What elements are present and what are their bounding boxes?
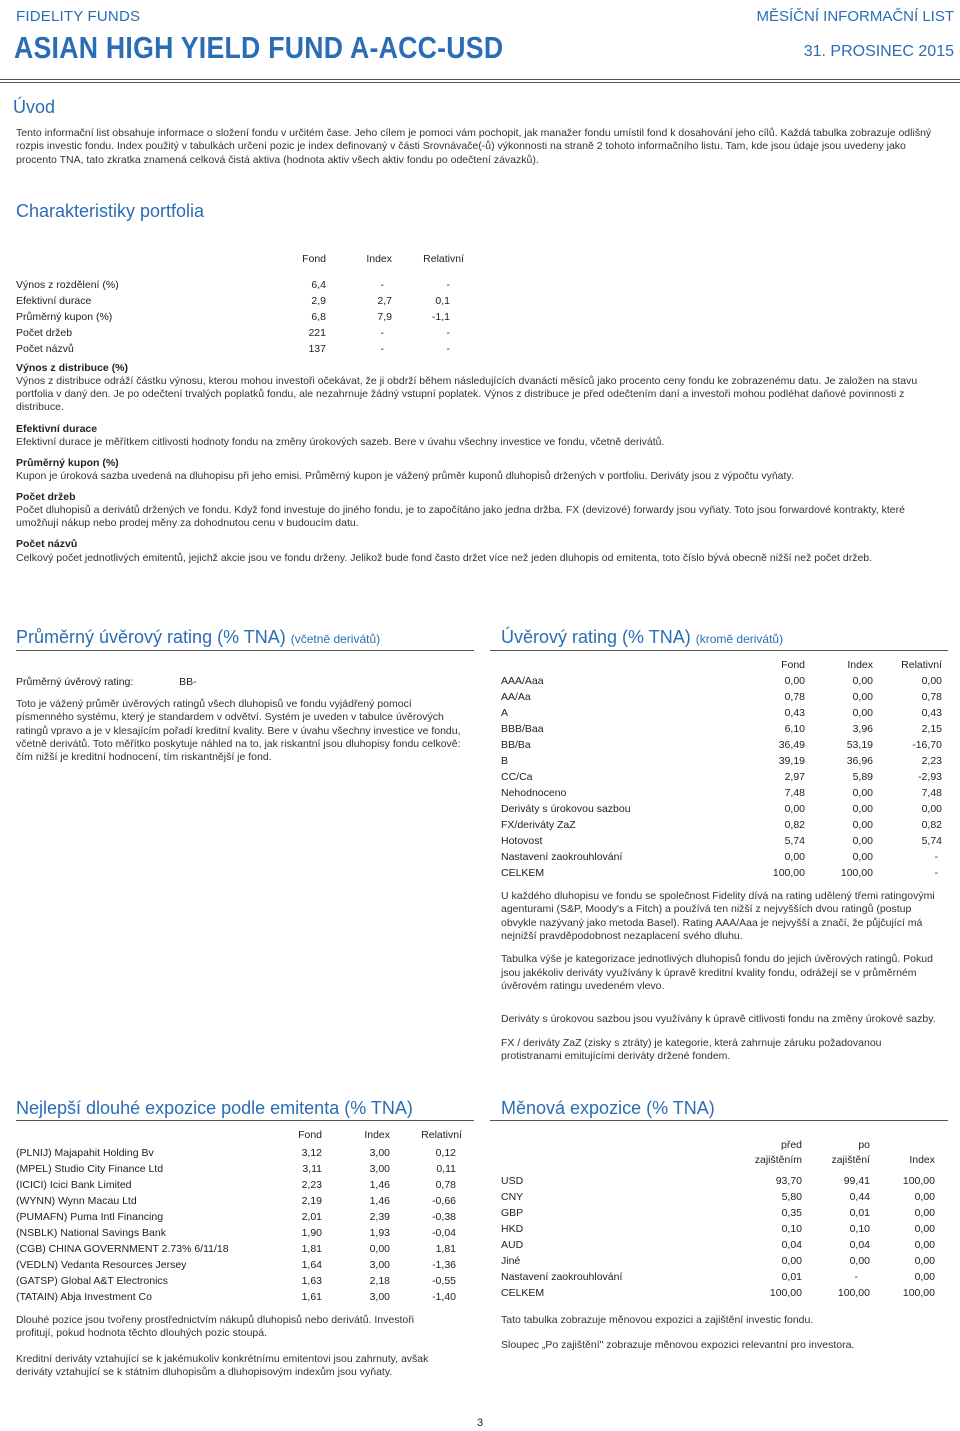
value-fond: 0,00: [784, 803, 805, 816]
note: FX / deriváty ZaZ (zisky s ztráty) je kategorie, která zahrnuje záruku požadovanou protistranami emitujícími deriváty držené fondem.: [501, 1036, 882, 1062]
value-fond: 2,97: [784, 771, 805, 784]
portfolio-title: Charakteristiky portfolia: [16, 201, 205, 221]
value-index: 0,00: [852, 675, 873, 688]
value-relative: 0,1: [435, 295, 450, 308]
row-label: (PLNIJ) Majapahit Holding Bv: [16, 1147, 154, 1160]
table-row: [501, 786, 942, 802]
value-relative: 7,48: [921, 787, 942, 800]
value-fond: 1,90: [301, 1227, 322, 1240]
row-label: FX/deriváty ZaZ: [501, 819, 576, 832]
row-label: (PUMAFN) Puma Intl Financing: [16, 1211, 164, 1224]
credit-rating-title: Úvěrový rating (% TNA) (kromě derivátů): [501, 627, 784, 647]
value-fond: 3,11: [302, 1163, 322, 1176]
row-label: A: [501, 707, 509, 720]
table-row: [501, 850, 942, 866]
value-relative: 0,12: [435, 1147, 456, 1160]
value-relative: -: [446, 327, 450, 340]
value-relative: 0,11: [436, 1163, 456, 1176]
definition-block: [16, 538, 946, 564]
row-label: (CGB) CHINA GOVERNMENT 2.73% 6/11/18: [16, 1243, 229, 1256]
value-index: 0,00: [852, 787, 873, 800]
table-row: [501, 1238, 935, 1254]
value-index: 0,00: [852, 835, 873, 848]
column-header-index: Index: [364, 1129, 390, 1142]
definition-block: [16, 423, 946, 449]
row-label: HKD: [501, 1223, 524, 1236]
value-after-hedge: 0,04: [849, 1239, 870, 1252]
table-row: [501, 834, 942, 850]
table-row: [501, 1206, 935, 1222]
value-after-hedge: 0,00: [849, 1255, 870, 1268]
value-fond: 7,48: [784, 787, 805, 800]
column-header-index: Index: [366, 252, 392, 265]
value-relative: -0,04: [432, 1227, 456, 1240]
fund-title: ASIAN HIGH YIELD FUND A-ACC-USD: [14, 30, 504, 65]
value-index: 0,00: [852, 691, 873, 704]
row-label: Nehodnoceno: [501, 787, 567, 800]
definition-text: Počet dluhopisů a derivátů držených ve fondu. Když fond investuje do jiného fondu, je to započítáno jako jedna držba. FX (devizové) forwardy jsou vyňaty. Toto jsou forwardové kontrakty, které umožňují nákup nebo prodej měny za dohodnutou cenu v budoucím datu.: [16, 504, 905, 530]
table-row: [16, 1258, 464, 1274]
column-header-fond: Fond: [781, 659, 805, 672]
table-row: [16, 342, 464, 358]
brand-name: FIDELITY FUNDS: [16, 8, 141, 25]
row-label: (NSBLK) National Savings Bank: [16, 1227, 166, 1240]
value-index: 3,00: [369, 1291, 390, 1304]
table-row: [501, 1174, 935, 1190]
table-row: [501, 690, 942, 706]
value-before-hedge: 100,00: [769, 1287, 802, 1300]
value-relative: 2,23: [921, 755, 942, 768]
column-header-relative: Relativní: [423, 252, 464, 265]
value-relative: 0,78: [435, 1179, 456, 1192]
value-index: 0,00: [914, 1239, 935, 1252]
note: U každého dluhopisu ve fondu se společnost Fidelity dívá na rating udělený třemi ratingovými agenturami (S&P, Moody's a Fitch) a používá ten nižší z nejvyšších dvou ratingů (postup obvykle nazývaný jako metoda Basel). Rating AAA/Aaa je nejvyšší a značí, že půjčující má nejnižší pravděpodobnost nezaplacení svého dluhu.: [501, 890, 935, 942]
value-relative: -: [446, 343, 450, 356]
currency-title: Měnová expozice (% TNA): [501, 1098, 715, 1118]
value-after-hedge: 0,01: [849, 1207, 870, 1220]
column-header-after-hedge-line1: po: [858, 1139, 870, 1152]
value-index: 0,00: [852, 707, 873, 720]
column-header-before-hedge-line2: zajištěním: [754, 1154, 802, 1166]
value-index: -: [380, 343, 384, 356]
table-row: [501, 738, 942, 754]
value-fond: 0,00: [784, 675, 805, 688]
definition-title: Efektivní durace: [16, 422, 98, 435]
column-header-index-line1: [870, 1138, 935, 1154]
value-after-hedge: 100,00: [837, 1287, 870, 1300]
page-number: 3: [476, 1417, 484, 1429]
value-after-hedge: 99,41: [843, 1175, 870, 1188]
value-index: 5,89: [852, 771, 873, 784]
avg-rating-text: Toto je vážený průměr úvěrových ratingů všech dluhopisů ve fondu vyjádřený pomocí písmenného systému, který je standardem v odvětví. Systém je uveden v tabulce úvěrových ratingů vpravo a je v klesajícím pořadí kreditní kvality. Bere v úvahu všechny investice ve fondu, včetně derivátů. Toto měřítko poskytuje náhled na to, jak riskantní jsou dluhopisy fondu celkově: čím nižší je kreditní hodnocení, tím riskantnější je fond.: [16, 698, 461, 764]
value-before-hedge: 0,01: [781, 1271, 802, 1284]
value-fond: 1,81: [301, 1243, 322, 1256]
value-fond: 3,12: [301, 1147, 322, 1160]
document-type: MĚSÍČNÍ INFORMAČNÍ LIST: [756, 8, 954, 25]
table-row: [16, 326, 464, 342]
value-relative: -16,70: [912, 739, 942, 752]
column-header-relative: Relativní: [421, 1129, 462, 1142]
total-row: [501, 866, 942, 882]
value-fond: 6,4: [311, 279, 326, 292]
table-row: [16, 1210, 464, 1226]
issuers-notes: [16, 1314, 446, 1379]
row-label: Průměrný kupon (%): [16, 311, 113, 324]
value-fond: 5,74: [784, 835, 805, 848]
value-before-hedge: 5,80: [781, 1191, 802, 1204]
value-relative: -0,66: [432, 1195, 456, 1208]
row-label: CELKEM: [501, 1287, 545, 1300]
column-header-index-line2: Index: [909, 1154, 935, 1166]
value-relative: 5,74: [921, 835, 942, 848]
column-header-index: Index: [847, 659, 873, 672]
row-label: AAA/Aaa: [501, 675, 544, 688]
value-before-hedge: 93,70: [775, 1175, 802, 1188]
column-header-fond: Fond: [298, 1129, 322, 1142]
value-index: 0,00: [914, 1207, 935, 1220]
table-row: [16, 1178, 464, 1194]
value-fond: 137: [308, 343, 326, 356]
value-before-hedge: 0,04: [781, 1239, 802, 1252]
definition-text: Efektivní durace je měřítkem citlivosti hodnoty fondu na změny úrokových sazeb. Bere v úvahu všechny investice ve fondu, včetně derivátů.: [16, 435, 665, 448]
column-header-fond: Fond: [302, 252, 326, 265]
value-index: 0,00: [914, 1271, 935, 1284]
value-fond: 0,82: [784, 819, 805, 832]
value-fond: 0,00: [784, 851, 805, 864]
value-fond: 2,01: [301, 1211, 322, 1224]
value-fond: 2,23: [301, 1179, 322, 1192]
definition-text: Kupon je úroková sazba uvedená na dluhopisu při jeho emisi. Průměrný kupon je vážený průměr kuponů dluhopisů držených v portfoliu. Deriváty jsou z výpočtu vyňaty.: [16, 469, 794, 482]
row-label: USD: [501, 1175, 524, 1188]
definition-block: [16, 362, 946, 415]
currency-rule: [490, 1120, 948, 1121]
note: Sloupec „Po zajištění" zobrazuje měnovou expozici relevantní pro investora.: [501, 1339, 855, 1352]
credit-rating-rule: [490, 650, 948, 651]
value-relative: -1,40: [432, 1291, 456, 1304]
row-label: Výnos z rozdělení (%): [16, 279, 119, 292]
currency-notes: [501, 1314, 941, 1353]
value-index: 2,18: [369, 1275, 390, 1288]
value-before-hedge: 0,00: [781, 1255, 802, 1268]
row-label: (ICICI) Icici Bank Limited: [16, 1179, 132, 1192]
value-relative: -0,38: [432, 1211, 456, 1224]
value-relative: -: [446, 279, 450, 292]
row-label: BB/Ba: [501, 739, 531, 752]
value-fond: 221: [308, 327, 326, 340]
table-row: [501, 754, 942, 770]
definition-text: Výnos z distribuce odráží částku výnosu, kterou mohou investoři očekávat, že ji obdrží během následujících dvanácti měsíců jako procento ceny fondu ke zobrazenému datu. Je založen na stavu portfolia v daný den. Je po odečtení trvalých poplatků fondu, ale nezahrnuje žádný vstupní poplatek. Výnos z distribuce je před odečtením daní a investoři mohou podléhat daňové povinnosti z distribuce.: [16, 375, 918, 414]
value-index: 7,9: [377, 311, 392, 324]
note: Kreditní deriváty vztahující se k jakémukoliv konkrétnímu emitentovi jsou zahrnuty, avšak deriváty vztahující se k státním dluhopisům a dluhopisovým indexům jsou vyňaty.: [16, 1352, 429, 1378]
value-index: 1,46: [369, 1195, 390, 1208]
value-index: -: [380, 327, 384, 340]
table-row: [16, 1242, 464, 1258]
total-row: [501, 1286, 935, 1302]
currency-table: [501, 1138, 935, 1302]
header-rule-top: [0, 79, 960, 80]
value-index: 1,93: [369, 1227, 390, 1240]
value-fond: 0,78: [784, 691, 805, 704]
value-index: 0,00: [852, 819, 873, 832]
avg-rating-label: Průměrný úvěrový rating:: [16, 676, 134, 688]
value-index: 2,39: [369, 1211, 390, 1224]
table-row: [16, 1290, 464, 1306]
issuers-rule: [16, 1120, 474, 1121]
avg-rating-title: Průměrný úvěrový rating (% TNA) (včetně derivátů): [16, 627, 381, 647]
table-row: [501, 706, 942, 722]
portfolio-definitions: [16, 362, 946, 565]
row-label: Hotovost: [501, 835, 543, 848]
issuers-title: Nejlepší dlouhé expozice podle emitenta (% TNA): [16, 1098, 413, 1118]
intro-text: Tento informační list obsahuje informace o složení fondu v určitém čase. Jeho cílem je pomoci vám pochopit, jak manažer fondu umístil fond k dosahování jeho cílů. Každá tabulka zobrazuje odlišný rozpis investic fondu. Index použitý v tabulkách určení pozic je index definovaný v části Srovnávače(-ů) výkonnosti na straně 2 tohoto informačního listu. Tam, kde jsou údaje jsou uvedeny jako procento TNA, tato zkratka znamená celková čistá aktiva (hodnota aktiv všech aktiv fondu po odečtení závazků).: [16, 127, 932, 166]
row-label: (WYNN) Wynn Macau Ltd: [16, 1195, 137, 1208]
definition-title: Průměrný kupon (%): [16, 456, 119, 469]
value-index: 2,7: [377, 295, 392, 308]
intro-title: Úvod: [13, 97, 56, 117]
row-label: Nastavení zaokrouhlování: [501, 851, 623, 864]
value-fond: 39,19: [778, 755, 805, 768]
value-relative: -2,93: [918, 771, 942, 784]
issuers-table: [16, 1126, 464, 1306]
table-row: [16, 310, 464, 326]
value-index: 53,19: [846, 739, 873, 752]
credit-rating-table: [501, 658, 942, 882]
note: Tato tabulka zobrazuje měnovou expozici a zajištění investic fondu.: [501, 1314, 814, 1326]
table-row: [501, 1270, 935, 1286]
table-row: [501, 818, 942, 834]
value-relative: 0,00: [921, 675, 942, 688]
table-row: [16, 278, 464, 294]
definition-title: Výnos z distribuce (%): [16, 362, 129, 374]
value-fond: 1,63: [301, 1275, 322, 1288]
value-before-hedge: 0,35: [781, 1207, 802, 1220]
table-row: [16, 294, 464, 310]
row-label: Efektivní durace: [16, 295, 92, 308]
table-row: [501, 1190, 935, 1206]
value-index: 0,00: [914, 1191, 935, 1204]
value-fond: 100,00: [772, 867, 805, 880]
value-index: 0,00: [914, 1223, 935, 1236]
table-row: [501, 770, 942, 786]
value-fond: 2,19: [301, 1195, 322, 1208]
value-after-hedge: 0,44: [849, 1191, 870, 1204]
avg-rating-rule: [16, 650, 474, 651]
note: Deriváty s úrokovou sazbou jsou využívány k úpravě citlivosti fondu na změny úrokové sazby.: [501, 1013, 936, 1026]
row-label: CC/Ca: [501, 771, 533, 784]
value-index: 100,00: [902, 1287, 935, 1300]
column-header-relative: Relativní: [901, 659, 942, 672]
row-label: (VEDLN) Vedanta Resources Jersey: [16, 1259, 187, 1272]
row-label: Počet držeb: [16, 327, 73, 340]
value-relative: 0,43: [921, 707, 942, 720]
value-fond: 2,9: [311, 295, 326, 308]
portfolio-table: [16, 249, 464, 358]
value-index: 3,00: [369, 1259, 390, 1272]
note: Tabulka výše je kategorizace jednotlivých dluhopisů fondu do jejich úvěrových ratingů. Pokud jsou jakékoliv deriváty využívány k úpravě kreditní kvality fondu, odrážejí se v průměrném úvěrovém ratingu uvedeném vlevo.: [501, 953, 933, 992]
row-label: Jiné: [501, 1255, 521, 1268]
row-label: BBB/Baa: [501, 723, 544, 736]
value-before-hedge: 0,10: [781, 1223, 802, 1236]
value-after-hedge: -: [854, 1271, 858, 1284]
value-relative: -0,55: [432, 1275, 456, 1288]
avg-rating-line: [16, 676, 197, 689]
value-fond: 6,10: [784, 723, 805, 736]
value-relative: 0,82: [921, 819, 942, 832]
column-header-after-hedge-line2: zajištění: [831, 1154, 870, 1166]
table-row: [16, 1226, 464, 1242]
value-index: 0,00: [369, 1243, 390, 1256]
value-index: 36,96: [846, 755, 873, 768]
value-fond: 36,49: [778, 739, 805, 752]
value-after-hedge: 0,10: [849, 1223, 870, 1236]
value-index: 1,46: [369, 1179, 390, 1192]
value-index: 3,96: [852, 723, 873, 736]
value-relative: -: [934, 867, 938, 880]
value-relative: 0,78: [921, 691, 942, 704]
row-label: CNY: [501, 1191, 524, 1204]
definition-title: Počet držeb: [16, 491, 76, 503]
row-label: CELKEM: [501, 867, 545, 880]
header-rule-bottom: [0, 82, 960, 83]
row-label: GBP: [501, 1207, 524, 1220]
row-label: AA/Aa: [501, 691, 531, 704]
row-label: (TATAIN) Abja Investment Co: [16, 1291, 152, 1304]
document-date: 31. PROSINEC 2015: [803, 43, 954, 60]
definition-block: [16, 457, 946, 483]
value-index: 100,00: [840, 867, 873, 880]
table-row: [501, 1222, 935, 1238]
note: Dlouhé pozice jsou tvořeny prostřednictvím nákupů dluhopisů nebo derivátů. Investoři profitují, pokud hodnota těchto dlouhých pozic stoupá.: [16, 1314, 415, 1340]
value-fond: 0,43: [784, 707, 805, 720]
value-index: 100,00: [902, 1175, 935, 1188]
table-row: [16, 1146, 464, 1162]
value-relative: 0,00: [921, 803, 942, 816]
table-row: [16, 1162, 464, 1178]
value-index: 0,00: [852, 803, 873, 816]
table-row: [16, 1274, 464, 1290]
row-label: B: [501, 755, 509, 768]
table-row: [501, 1254, 935, 1270]
table-row: [16, 1194, 464, 1210]
value-index: 0,00: [914, 1255, 935, 1268]
row-label: Deriváty s úrokovou sazbou: [501, 803, 631, 816]
value-index: 3,00: [369, 1147, 390, 1160]
value-relative: 2,15: [921, 723, 942, 736]
value-relative: -1,1: [431, 311, 450, 324]
value-fond: 6,8: [311, 311, 326, 324]
definition-block: [16, 491, 946, 530]
definition-text: Celkový počet jednotlivých emitentů, jejichž akcie jsou ve fondu drženy. Jelikož bude fond často držet více než jeden dluhopis od emitenta, toto číslo bývá obecně nižší než počet držeb.: [16, 551, 873, 564]
value-relative: 1,81: [435, 1243, 456, 1256]
table-row: [501, 674, 942, 690]
value-fond: 1,64: [301, 1259, 322, 1272]
credit-rating-notes: [501, 890, 941, 1063]
value-relative: -: [934, 851, 938, 864]
row-label: AUD: [501, 1239, 524, 1252]
value-index: 0,00: [852, 851, 873, 864]
row-label: Nastavení zaokrouhlování: [501, 1271, 623, 1284]
table-row: [501, 722, 942, 738]
value-relative: -1,36: [432, 1259, 456, 1272]
value-index: 3,00: [369, 1163, 390, 1176]
row-label: Počet názvů: [16, 343, 74, 356]
definition-title: Počet názvů: [16, 538, 78, 551]
row-label: (MPEL) Studio City Finance Ltd: [16, 1163, 164, 1176]
row-label: (GATSP) Global A&T Electronics: [16, 1275, 168, 1288]
column-header-before-hedge-line1: před: [780, 1139, 802, 1152]
table-row: [501, 802, 942, 818]
avg-rating-value: BB-: [179, 676, 197, 688]
value-fond: 1,61: [301, 1291, 322, 1304]
value-index: -: [380, 279, 384, 292]
